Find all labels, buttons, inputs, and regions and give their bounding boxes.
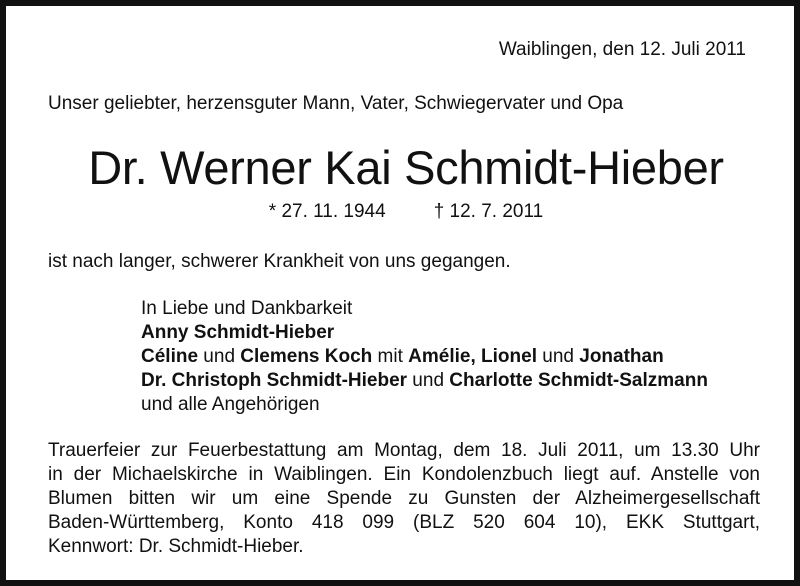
mourners-heading: In Liebe und Dankbarkeit [141, 298, 353, 319]
notice-line: Trauerfeier zur Feuerbestattung am Montag, dem 18. Juli 2011, um 13.30 Uhr [48, 440, 760, 461]
mourner-line [141, 369, 708, 393]
mourner-name: Amélie, Lionel [408, 346, 537, 367]
place-date: Waiblingen, den 12. Juli 2011 [498, 39, 746, 60]
connector: und [198, 346, 241, 367]
mourner-name: Jonathan [579, 346, 664, 367]
connector: mit [372, 346, 409, 367]
notice-line: in der Michaelskirche in Waiblingen. Ein Kondolenzbuch liegt auf. Anstelle von [48, 464, 760, 485]
intro-text: Unser geliebter, herzensguter Mann, Vater, Schwiegervater und Opa [48, 93, 624, 114]
mourners-closing: und alle Angehörigen [141, 394, 320, 415]
notice-line: Blumen bitten wir um eine Spende zu Gunsten der Alzheimergesellschaft [48, 488, 760, 509]
connector: und [407, 370, 450, 391]
mourner-name: Clemens Koch [240, 346, 373, 367]
mourner-name: Céline [141, 346, 199, 367]
passed-text: ist nach langer, schwerer Krankheit von uns gegangen. [48, 251, 511, 272]
mourner-line [141, 321, 708, 345]
deceased-name: Dr. Werner Kai Schmidt-Hieber [88, 141, 724, 194]
funeral-notice [48, 439, 760, 559]
death-date: † 12. 7. 2011 [433, 201, 544, 222]
mourner-name: Charlotte Schmidt-Salzmann [449, 370, 708, 391]
birth-date: * 27. 11. 1944 [268, 201, 386, 222]
life-dates [6, 200, 800, 224]
notice-line: Baden-Württemberg, Konto 418 099 (BLZ 520 604 10), EKK Stuttgart, [48, 512, 760, 533]
notice-line: Kennwort: Dr. Schmidt-Hieber. [48, 536, 304, 557]
mourner-name: Dr. Christoph Schmidt-Hieber [141, 370, 408, 391]
connector: und [536, 346, 580, 367]
mourner-line [141, 345, 708, 369]
mourner-name: Anny Schmidt-Hieber [141, 322, 335, 343]
mourners-block [141, 297, 708, 417]
